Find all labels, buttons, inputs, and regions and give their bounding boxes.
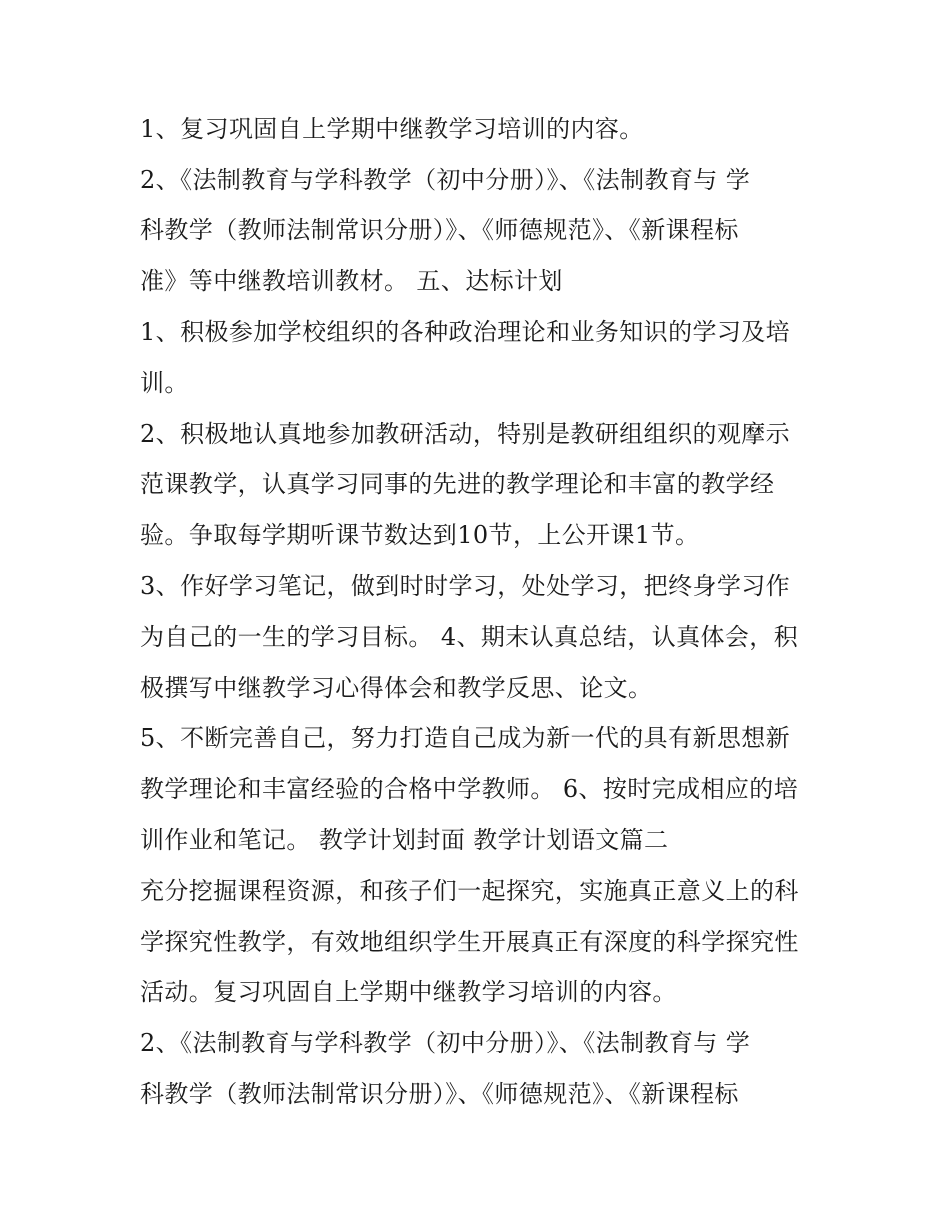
text-line: 训。 xyxy=(140,369,189,397)
text-line: 2、《法制教育与学科教学（初中分册）》、《法制教育与 学 xyxy=(140,1029,751,1057)
text-line: 1、复习巩固自上学期中继教学习培训的内容。 xyxy=(140,115,644,143)
text-line: 训作业和笔记。 教学计划封面 教学计划语文篇二 xyxy=(140,826,669,854)
text-line: 2、积极地认真地参加教研活动，特别是教研组组织的观摩示 xyxy=(140,420,791,448)
text-line: 2、《法制教育与学科教学（初中分册）》、《法制教育与 学 xyxy=(140,166,751,194)
text-line: 学探究性教学，有效地组织学生开展真正有深度的科学探究性 xyxy=(140,928,799,956)
text-line: 极撰写中继教学习心得体会和教学反思、论文。 xyxy=(140,674,653,702)
text-line: 5、不断完善自己，努力打造自己成为新一代的具有新思想新 xyxy=(140,724,791,752)
text-line: 科教学（教师法制常识分册）》、《师德规范》、《新课程标 xyxy=(140,216,739,244)
text-line: 准》等中继教培训教材。 五、达标计划 xyxy=(140,267,563,295)
text-line: 为自己的一生的学习目标。 4、期末认真总结，认真体会，积 xyxy=(140,623,799,651)
text-line: 范课教学，认真学习同事的先进的教学理论和丰富的教学经 xyxy=(140,470,775,498)
text-line: 3、作好学习笔记，做到时时学习，处处学习，把终身学习作 xyxy=(140,572,791,600)
text-line: 充分挖掘课程资源，和孩子们一起探究，实施真正意义上的科 xyxy=(140,877,799,905)
text-line: 1、积极参加学校组织的各种政治理论和业务知识的学习及培 xyxy=(140,318,791,346)
text-line: 教学理论和丰富经验的合格中学教师。 6、按时完成相应的培 xyxy=(140,775,799,803)
text-line: 活动。复习巩固自上学期中继教学习培训的内容。 xyxy=(140,978,677,1006)
text-line: 科教学（教师法制常识分册）》、《师德规范》、《新课程标 xyxy=(140,1080,739,1108)
text-line: 验。争取每学期听课节数达到10节，上公开课1节。 xyxy=(140,521,700,549)
